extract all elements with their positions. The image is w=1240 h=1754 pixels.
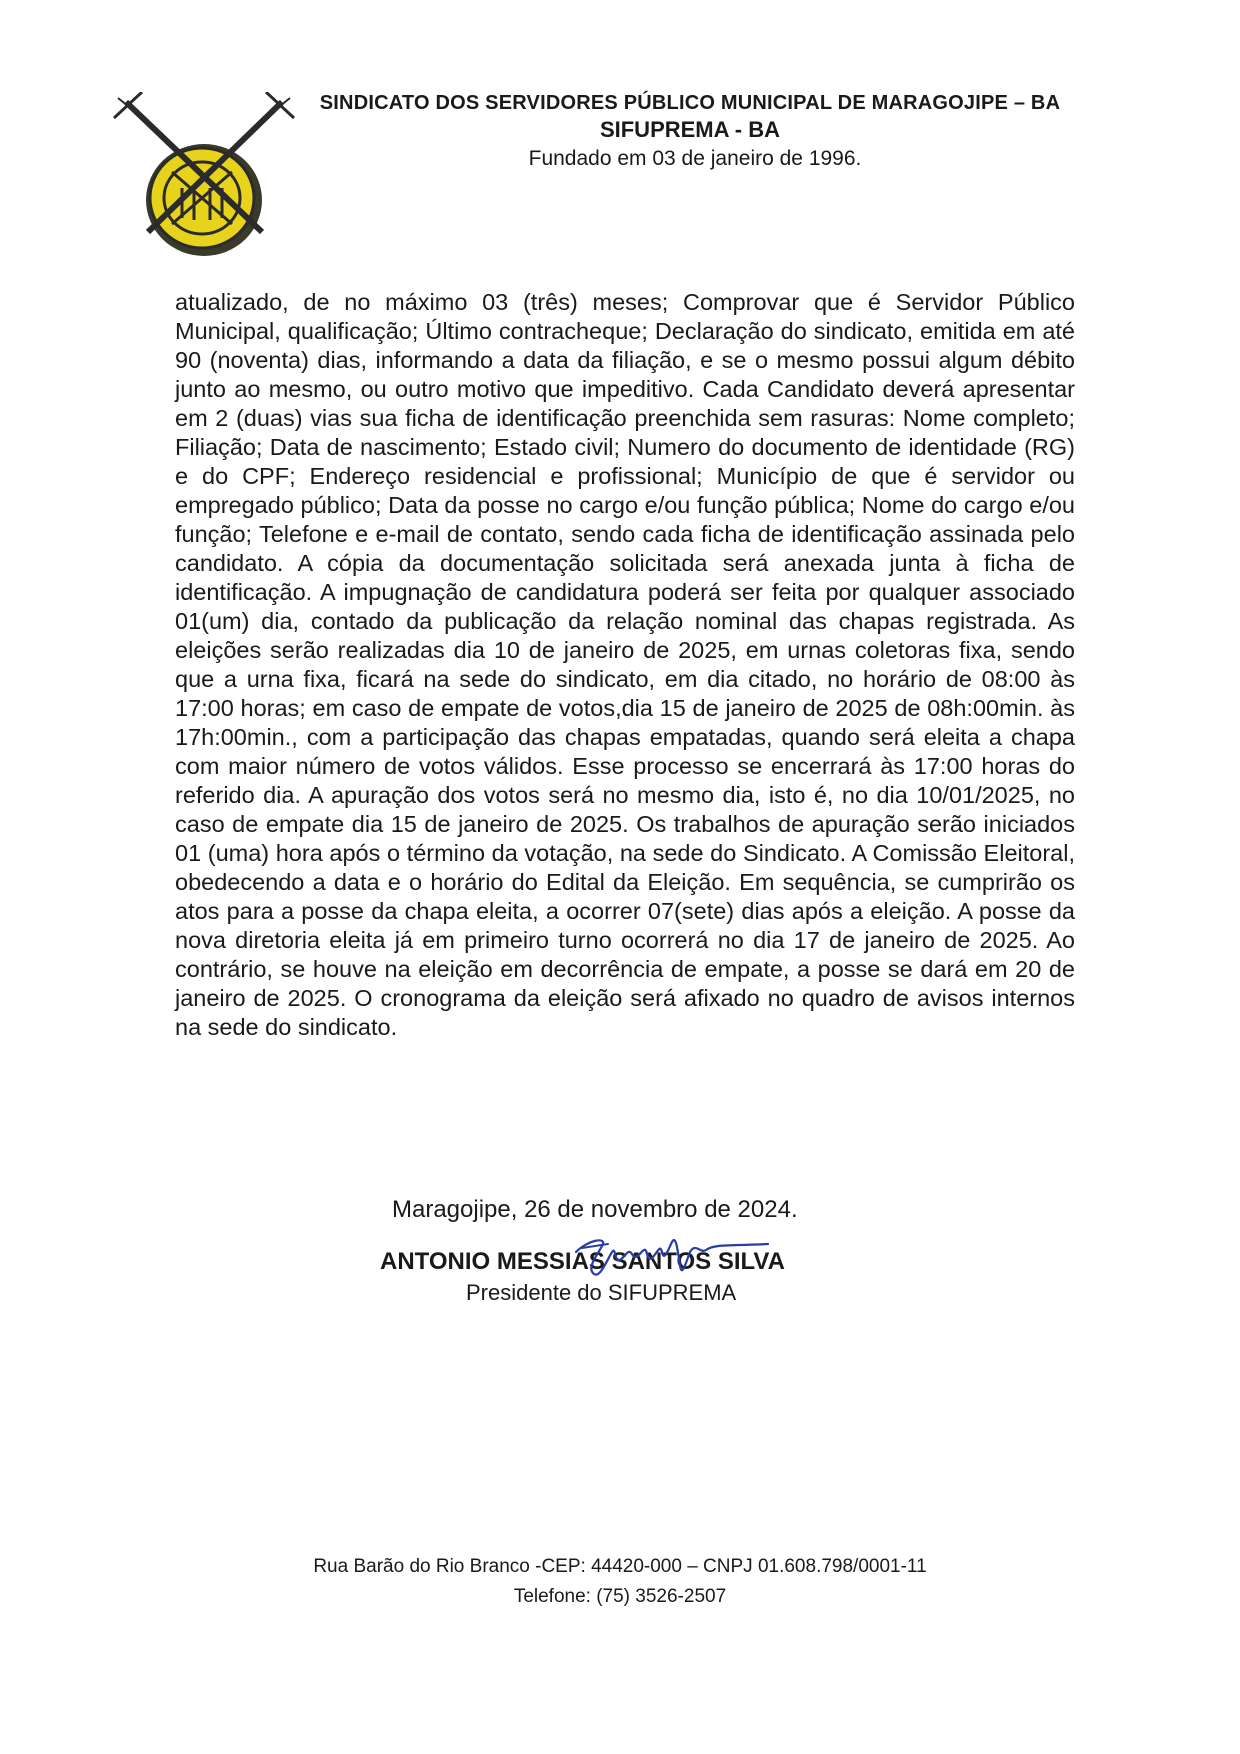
footer <box>0 1552 1240 1612</box>
letterhead <box>290 92 1090 171</box>
founded-date: Fundado em 03 de janeiro de 1996. <box>528 147 862 170</box>
organization-name: SINDICATO DOS SERVIDORES PÚBLICO MUNICIPAL DE MARAGOJIPE – BA <box>319 92 1061 114</box>
footer-phone: Telefone: (75) 3526-2507 <box>513 1586 727 1607</box>
organization-acronym: SIFUPREMA - BA <box>599 117 781 142</box>
union-emblem-icon <box>112 92 312 262</box>
footer-address: Rua Barão do Rio Branco -CEP: 44420-000 – CNPJ 01.608.798/0001-11 <box>313 1556 927 1577</box>
handwritten-signature <box>568 1222 778 1294</box>
body-paragraph: atualizado, de no máximo 03 (três) meses; Comprovar que é Servidor Público Municipal, qualificação; Último contracheque; Declaração do sindicato, emitida em até 90 (noventa) dias, informando a data da filiação, e se o mesmo possui algum débito junto ao mesmo, ou outro motivo que impeditivo. Cada Candidato deverá apresentar em 2 (duas) vias sua ficha de identificação preenchida sem rasuras: Nome completo; Filiação; Data de nascimento; Estado civil; Numero do documento de identidade (RG) e do CPF; Endereço residencial e profissional; Município de que é servidor ou empregado público; Data da posse no cargo e/ou função pública; Nome do cargo e/ou função; Telefone e e-mail de contato, sendo cada ficha de identificação assinada pelo candidato. A cópia da documentação solicitada será anexada junta à ficha de identificação. A impugnação de candidatura poderá ser feita por qualquer associado 01(um) dia, contado da publicação da relação nominal das chapas registrada. As eleições serão realizadas dia 10 de janeiro de 2025, em urnas coletoras fixa, sendo que a urna fixa, ficará na sede do sindicato, em dia citado, no horário de 08:00 às 17:00 horas; em caso de empate de votos,dia 15 de janeiro de 2025 de 08h:00min. às 17h:00min., com a participação das chapas empatadas, quando será eleita a chapa com maior número de votos válidos. Esse processo se encerrará às 17:00 horas do referido dia. A apuração dos votos será no mesmo dia, isto é, no dia 10/01/2025, no caso de empate dia 15 de janeiro de 2025. Os trabalhos de apuração serão iniciados 01 (uma) hora após o término da votação, na sede do Sindicato. A Comissão Eleitoral, obedecendo a data e o horário do Edital da Eleição. Em sequência, se cumprirão os atos para a posse da chapa eleita, a ocorrer 07(sete) dias após a eleição. A posse da nova diretoria eleita já em primeiro turno ocorrerá no dia 17 de janeiro de 2025. Ao contrário, se houve na eleição em decorrência de empate, a posse se dará em 20 de janeiro de 2025. O cronograma da eleição será afixado no quadro de avisos internos na sede do sindicato. <box>175 289 1075 1040</box>
place-date: Maragojipe, 26 de novembro de 2024. <box>392 1196 798 1223</box>
signatory-name: ANTONIO MESSIAS SANTOS SILVA <box>380 1248 785 1275</box>
signatory-role: Presidente do SIFUPREMA <box>466 1280 737 1305</box>
